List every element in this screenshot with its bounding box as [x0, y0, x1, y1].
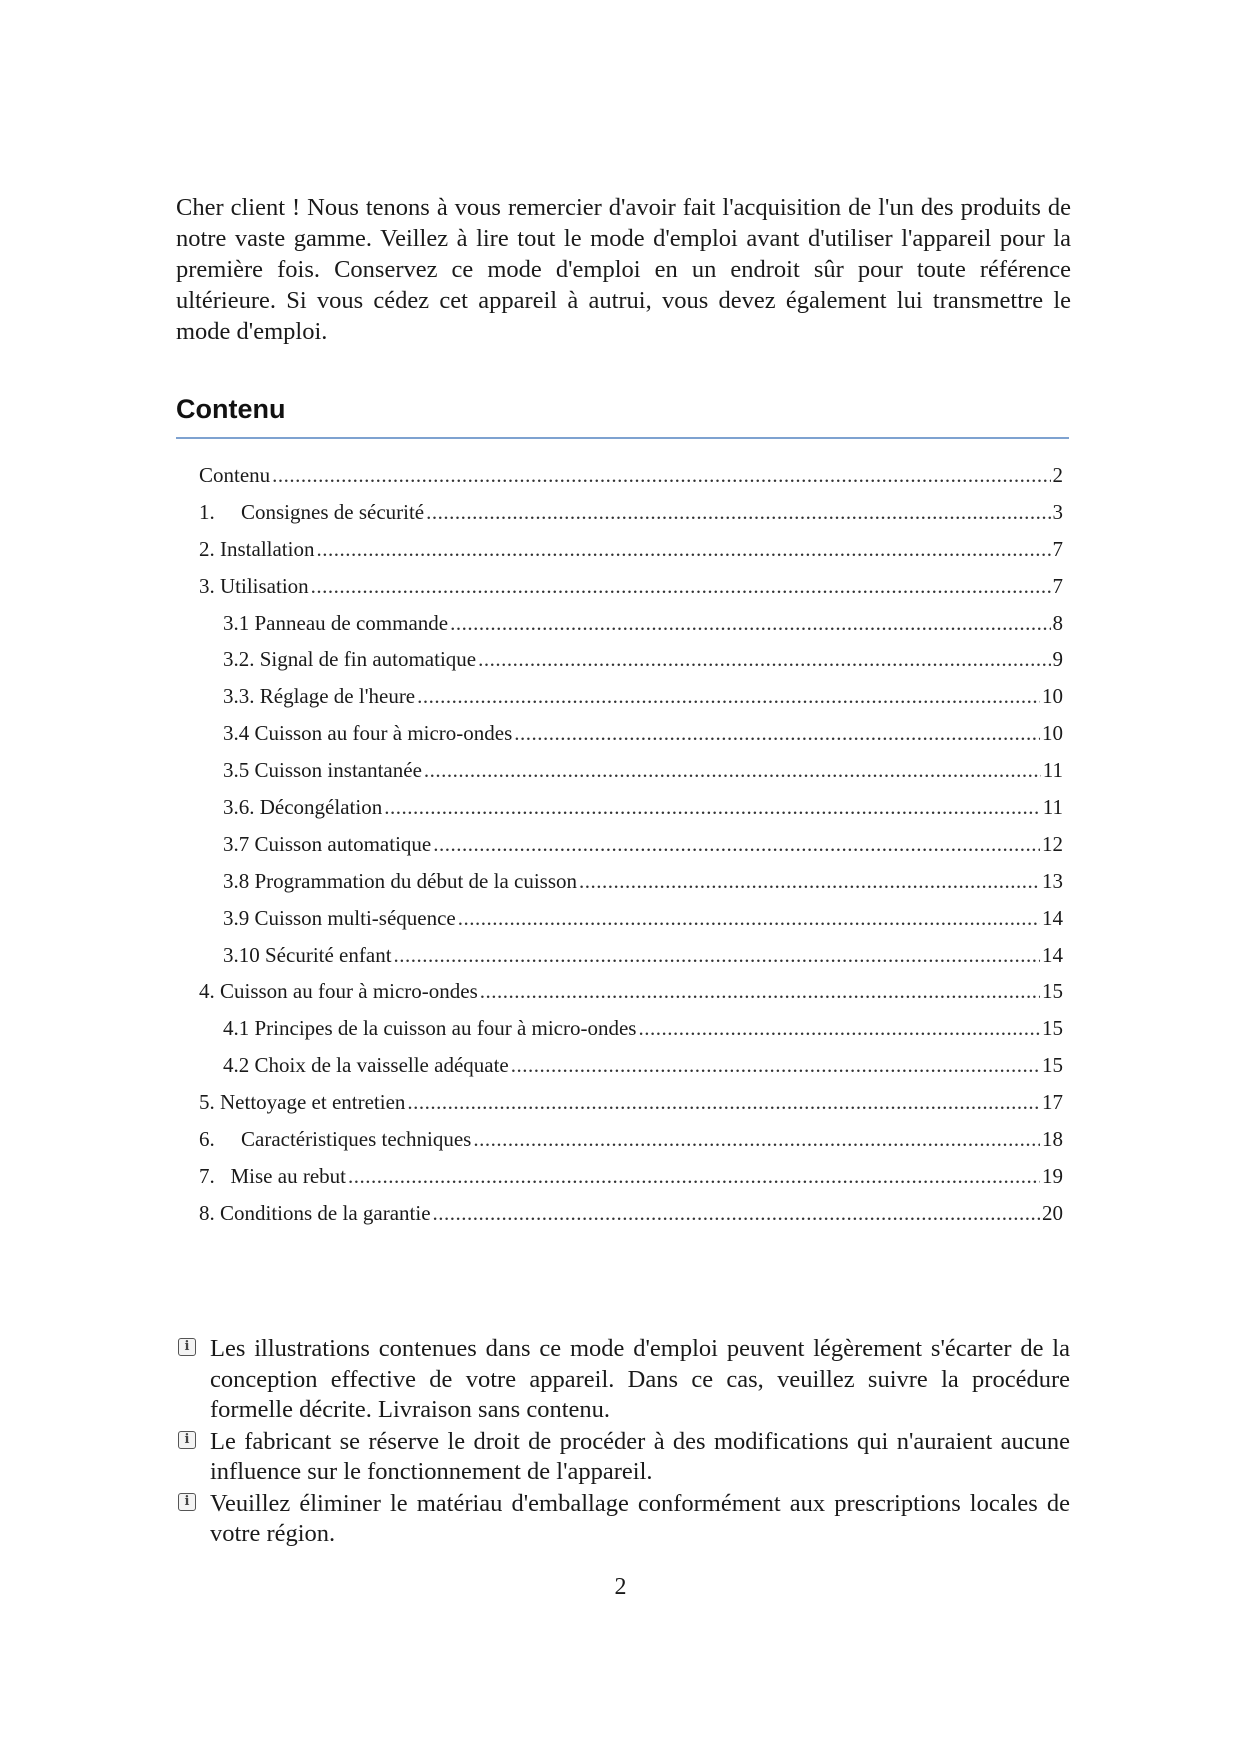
toc-dot-leader: [473, 1127, 1040, 1152]
toc-dot-leader: [511, 1053, 1040, 1078]
toc-entry[interactable]: [199, 1090, 1063, 1127]
toc-dot-leader: [579, 869, 1040, 894]
toc-entry[interactable]: [199, 979, 1063, 1016]
info-icon: i: [178, 1338, 196, 1356]
toc-entry-title: 4.1 Principes de la cuisson au four à micro-ondes: [223, 1016, 637, 1041]
toc-entry-page: 9: [1052, 647, 1063, 672]
toc-entry-page: 7: [1052, 536, 1063, 561]
toc-entry-title: 3.6. Décongélation: [223, 795, 383, 820]
toc-entry[interactable]: [199, 574, 1063, 611]
info-icon: i: [178, 1493, 196, 1511]
toc-entry[interactable]: [199, 1016, 1063, 1053]
toc-entry[interactable]: [199, 943, 1063, 980]
note-text: Veuillez éliminer le matériau d'emballage conformément aux prescriptions locales de votre région.: [210, 1489, 1070, 1547]
toc-entry-title: 2. Installation: [199, 536, 315, 561]
toc-entry-title: 4.2 Choix de la vaisselle adéquate: [223, 1053, 509, 1078]
toc-entry-page: 17: [1042, 1090, 1063, 1115]
toc-entry-page: 10: [1042, 721, 1063, 746]
note-item: [176, 1334, 1070, 1426]
toc-entry-page: 3: [1052, 499, 1063, 524]
toc-entry-title: 3. Utilisation: [199, 573, 309, 598]
toc-entry-title: 3.5 Cuisson instantanée: [223, 758, 422, 783]
toc-entry[interactable]: [199, 758, 1063, 795]
toc-entry-title: 3.2. Signal de fin automatique: [223, 647, 477, 672]
toc-entry[interactable]: [199, 795, 1063, 832]
toc-dot-leader: [311, 574, 1051, 599]
toc-entry[interactable]: [199, 611, 1063, 648]
toc-entry-page: 19: [1042, 1163, 1063, 1188]
toc-entry[interactable]: [199, 463, 1063, 500]
toc-entry[interactable]: [199, 869, 1063, 906]
toc-dot-leader: [272, 463, 1050, 488]
toc-entry-page: 7: [1052, 573, 1063, 598]
toc-entry[interactable]: [199, 647, 1063, 684]
toc-entry-title: 5. Nettoyage et entretien: [199, 1090, 406, 1115]
toc-dot-leader: [433, 832, 1040, 857]
toc-entry-page: 20: [1042, 1200, 1063, 1225]
note-text: Le fabricant se réserve le droit de procéder à des modifications qui n'auraient aucune influence sur le fonctionnement de l'appareil.: [210, 1427, 1070, 1485]
toc-entry-page: 11: [1042, 758, 1063, 783]
toc-entry[interactable]: [199, 721, 1063, 758]
toc-dot-leader: [316, 537, 1050, 562]
toc-entry-title: 3.3. Réglage de l'heure: [223, 684, 416, 709]
toc-dot-leader: [638, 1016, 1040, 1041]
toc-entry[interactable]: [199, 1164, 1063, 1201]
toc-entry[interactable]: [199, 906, 1063, 943]
toc-entry-title: 4. Cuisson au four à micro-ondes: [199, 979, 478, 1004]
toc-dot-leader: [417, 684, 1040, 709]
toc-dot-leader: [394, 943, 1040, 968]
toc-entry-page: 13: [1042, 868, 1063, 893]
toc-entry-title: 7. Mise au rebut: [199, 1163, 346, 1188]
toc-entry-title: 3.8 Programmation du début de la cuisson: [223, 868, 578, 893]
toc-dot-leader: [433, 1201, 1040, 1226]
intro-paragraph: Cher client ! Nous tenons à vous remercier d'avoir fait l'acquisition de l'un des produits de notre vaste gamme. Veillez à lire tout le mode d'emploi avant d'utiliser l'appareil pour la première fois. Conservez ce mode d'emploi en un endroit sûr pour toute référence ultérieure. Si vous cédez cet appareil à autrui, vous devez également lui transmettre le mode d'emploi.: [176, 194, 1071, 345]
toc-entry[interactable]: [199, 1053, 1063, 1090]
toc-entry-title: 3.4 Cuisson au four à micro-ondes: [223, 721, 513, 746]
toc-entry-title: 3.10 Sécurité enfant: [223, 942, 392, 967]
toc-entry-page: 11: [1042, 795, 1063, 820]
toc-entry-title: 6. Caractéristiques techniques: [199, 1127, 472, 1152]
toc-entry[interactable]: [199, 1201, 1063, 1238]
toc-entry-page: 8: [1052, 610, 1063, 635]
info-icon: i: [178, 1431, 196, 1449]
toc-entry-page: 15: [1042, 1053, 1063, 1078]
toc-entry-title: 8. Conditions de la garantie: [199, 1200, 431, 1225]
toc-entry-page: 2: [1052, 463, 1063, 487]
toc-dot-leader: [450, 611, 1050, 636]
contents-heading: Contenu: [176, 393, 1069, 439]
toc-entry-page: 14: [1042, 942, 1063, 967]
toc-dot-leader: [458, 906, 1040, 931]
toc-entry[interactable]: [199, 684, 1063, 721]
table-of-contents: [199, 463, 1063, 1238]
note-item: [176, 1489, 1070, 1550]
toc-dot-leader: [407, 1090, 1040, 1115]
note-text: Les illustrations contenues dans ce mode d'emploi peuvent légèrement s'écarter de la conception effective de votre appareil. Dans ce cas, veuillez suivre la procédure formelle décrite. Livraison sans contenu.: [210, 1335, 1070, 1423]
note-item: [176, 1427, 1070, 1488]
toc-entry-page: 15: [1042, 1016, 1063, 1041]
toc-entry[interactable]: [199, 500, 1063, 537]
toc-entry-page: 12: [1042, 831, 1063, 856]
page-number: 2: [614, 1574, 627, 1600]
toc-entry-page: 14: [1042, 905, 1063, 930]
toc-dot-leader: [514, 721, 1040, 746]
toc-entry-title: Contenu: [199, 463, 271, 487]
toc-entry-page: 10: [1042, 684, 1063, 709]
toc-entry-title: 1. Consignes de sécurité: [199, 499, 425, 524]
toc-dot-leader: [480, 979, 1040, 1004]
toc-entry[interactable]: [199, 832, 1063, 869]
toc-entry[interactable]: [199, 537, 1063, 574]
toc-entry-title: 3.1 Panneau de commande: [223, 610, 449, 635]
notes-list: [176, 1334, 1070, 1551]
toc-dot-leader: [424, 758, 1041, 783]
toc-entry[interactable]: [199, 1127, 1063, 1164]
toc-entry-title: 3.9 Cuisson multi-séquence: [223, 905, 456, 930]
toc-entry-page: 18: [1042, 1127, 1063, 1152]
toc-entry-title: 3.7 Cuisson automatique: [223, 831, 432, 856]
toc-dot-leader: [384, 795, 1041, 820]
toc-dot-leader: [478, 647, 1050, 672]
toc-dot-leader: [348, 1164, 1040, 1189]
toc-dot-leader: [426, 500, 1050, 525]
toc-entry-page: 15: [1042, 979, 1063, 1004]
